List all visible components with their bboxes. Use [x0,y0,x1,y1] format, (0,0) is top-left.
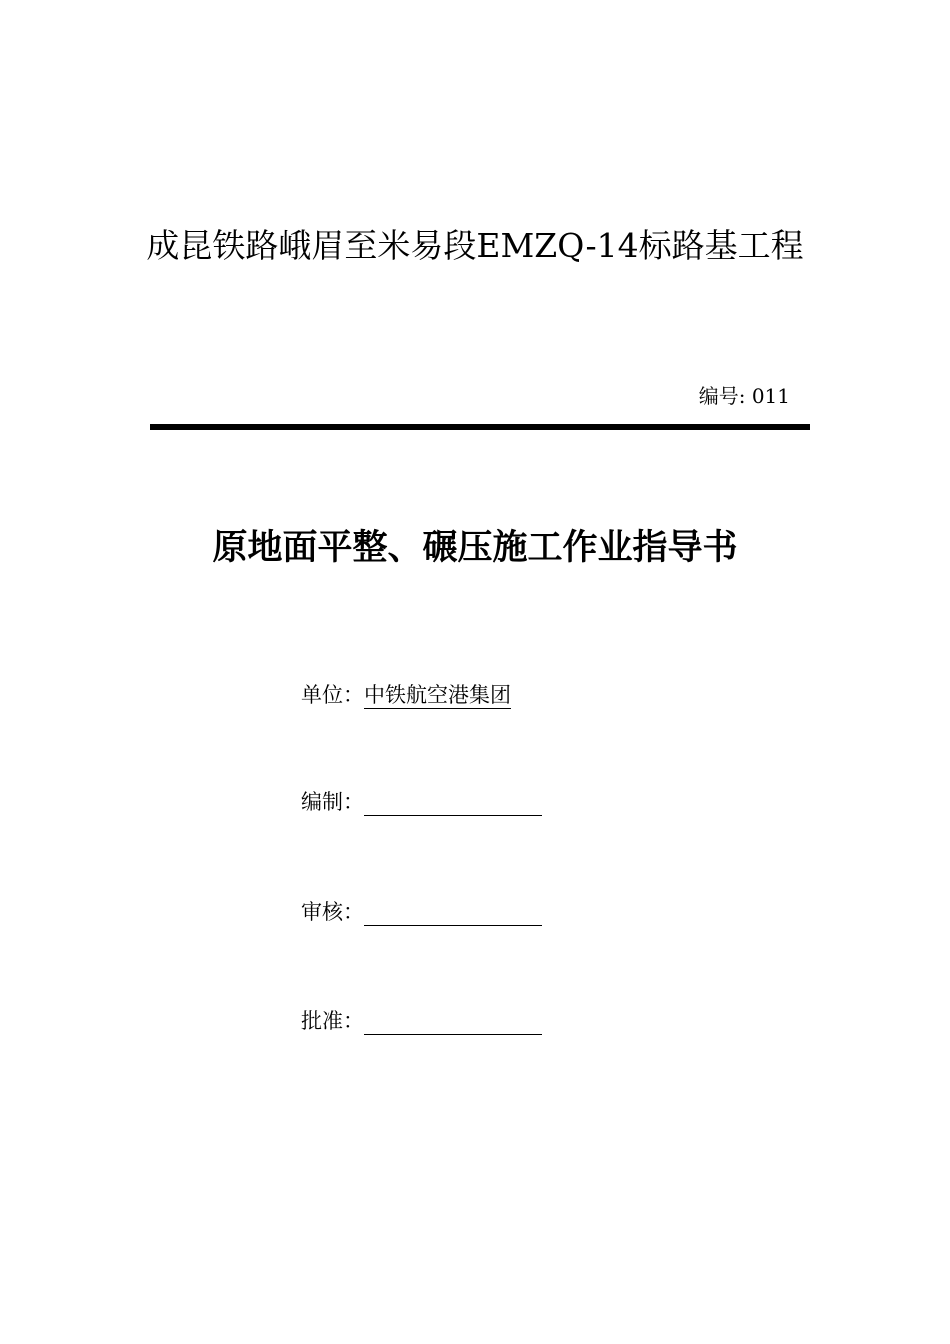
review-value [364,896,542,926]
compile-label: 编制： [301,790,364,814]
approve-field [301,1005,542,1037]
unit-label: 单位： [301,683,364,707]
review-label: 审核： [301,900,364,924]
review-field [301,896,542,928]
project-title: 成昆铁路峨眉至米易段EMZQ-14标路基工程 [146,226,804,265]
approve-label: 批准： [301,1009,364,1033]
unit-field [301,679,511,711]
header-divider [150,424,810,430]
compile-field [301,786,542,818]
document-number: 编号: 011 [698,384,790,408]
compile-value [364,786,542,816]
unit-value: 中铁航空港集团 [364,679,511,709]
document-title: 原地面平整、碾压施工作业指导书 [212,528,738,568]
approve-value [364,1005,542,1035]
